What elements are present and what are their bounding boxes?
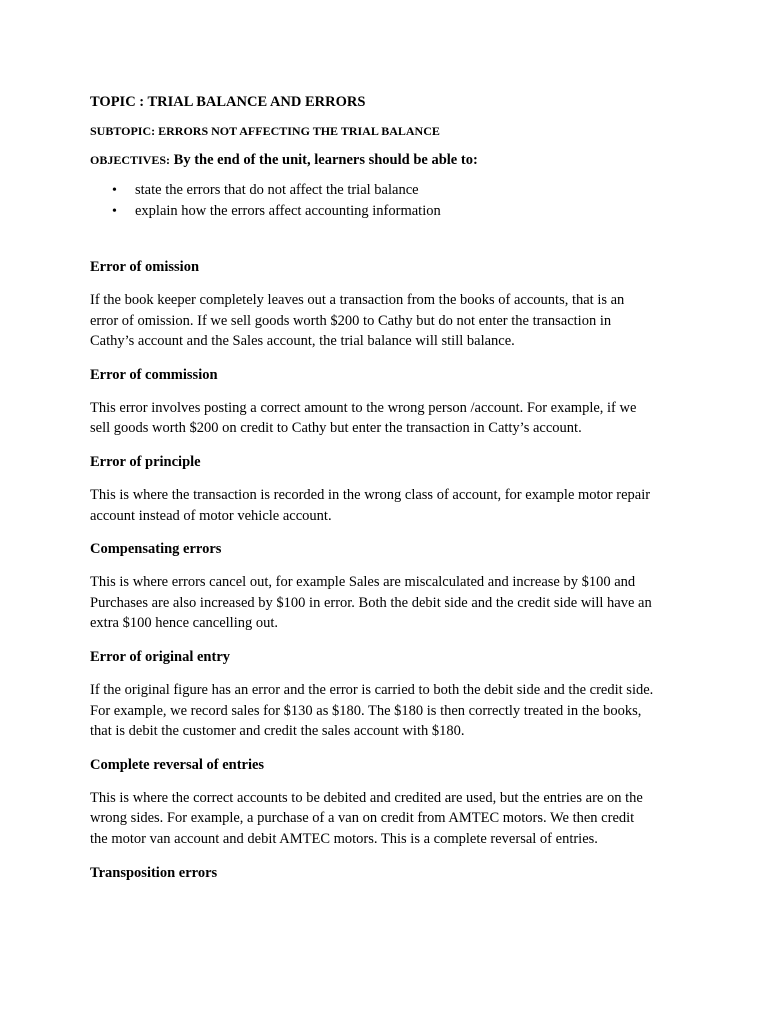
section-paragraph-principle (90, 485, 690, 526)
objectives-label: OBJECTIVES: (90, 153, 171, 167)
paragraph-line: This is where the transaction is recorded in the wrong class of account, for example motor repair (90, 486, 651, 503)
paragraph-line: For example, we record sales for $130 as $180. The $180 is then correctly treated in the books, (90, 702, 642, 719)
paragraph-line: If the original figure has an error and the error is carried to both the debit side and the credit side. (90, 681, 654, 698)
list-item-text: explain how the errors affect accounting information (135, 203, 441, 219)
section-heading-transposition: Transposition errors (90, 864, 218, 881)
section-heading-commission: Error of commission (90, 366, 218, 383)
subtopic-title: SUBTOPIC: ERRORS NOT AFFECTING THE TRIAL BALANCE (90, 124, 440, 138)
paragraph-line: This is where errors cancel out, for example Sales are miscalculated and increase by $100 and (90, 574, 636, 591)
paragraph-line: wrong sides. For example, a purchase of a van on credit from AMTEC motors. We then credit (90, 810, 635, 827)
section-paragraph-reversal (90, 788, 690, 850)
objectives-text: By the end of the unit, learners should be able to: (170, 152, 478, 168)
objectives-line (90, 150, 690, 170)
bullet-icon: • (112, 183, 117, 198)
paragraph-line: account instead of motor vehicle account. (90, 507, 332, 524)
paragraph-line: This error involves posting a correct amount to the wrong person /account. For example, if we (90, 399, 637, 416)
list-item-text: state the errors that do not affect the trial balance (135, 182, 419, 198)
paragraph-line: extra $100 hence cancelling out. (90, 615, 279, 632)
objectives-list (90, 180, 690, 222)
document-body (90, 93, 690, 896)
paragraph-line: This is where the correct accounts to be debited and credited are used, but the entries are on the (90, 789, 643, 806)
paragraph-line: the motor van account and debit AMTEC motors. This is a complete reversal of entries. (90, 830, 598, 847)
section-heading-principle: Error of principle (90, 453, 201, 470)
paragraph-line: error of omission. If we sell goods worth $200 to Cathy but do not enter the transaction in (90, 312, 612, 329)
section-paragraph-original-entry (90, 680, 690, 742)
section-heading-compensating: Compensating errors (90, 541, 222, 558)
section-heading-reversal: Complete reversal of entries (90, 756, 265, 773)
paragraph-line: that is debit the customer and credit the sales account with $180. (90, 723, 465, 740)
section-heading-original-entry: Error of original entry (90, 648, 231, 665)
paragraph-line: Purchases are also increased by $100 in error. Both the debit side and the credit side will have an (90, 594, 652, 611)
paragraph-line: Cathy’s account and the Sales account, the trial balance will still balance. (90, 333, 515, 350)
topic-title: TOPIC : TRIAL BALANCE AND ERRORS (90, 94, 366, 110)
section-paragraph-compensating (90, 572, 690, 634)
paragraph-line: If the book keeper completely leaves out a transaction from the books of accounts, that is an (90, 292, 625, 308)
list-item (90, 201, 690, 222)
list-item (90, 180, 690, 201)
bullet-icon: • (112, 204, 117, 219)
paragraph-line: sell goods worth $200 on credit to Cathy but enter the transaction in Catty’s account. (90, 420, 582, 437)
section-heading-omission: Error of omission (90, 259, 200, 275)
section-paragraph-omission (90, 290, 690, 352)
section-paragraph-commission (90, 398, 690, 439)
